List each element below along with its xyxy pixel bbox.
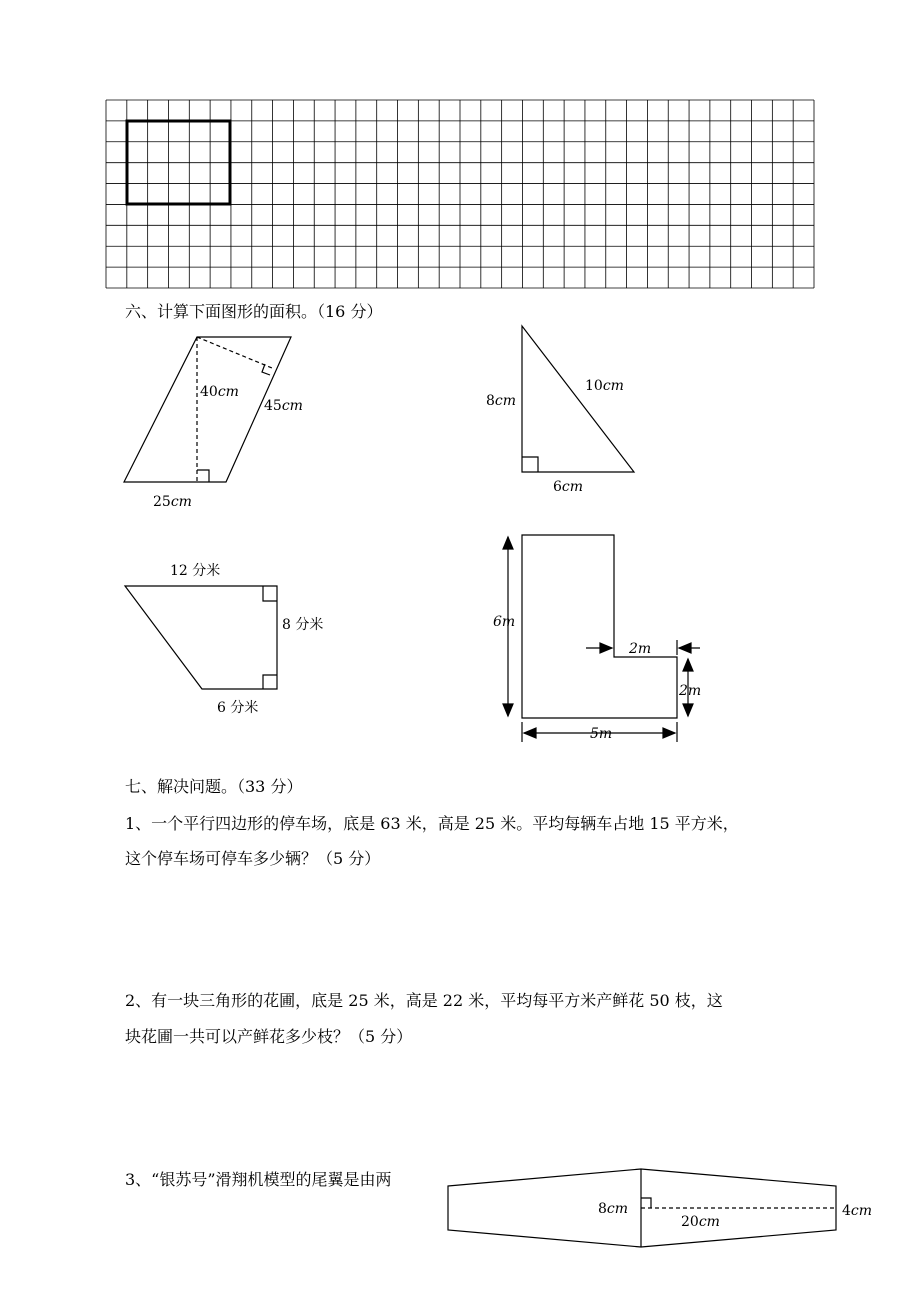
parallelogram-side-label: 45cm <box>264 398 303 414</box>
section6-title: 六、计算下面图形的面积。（16 分） <box>125 302 383 321</box>
l-shape-figure <box>503 535 700 742</box>
triangle-figure <box>522 326 634 472</box>
tail-half-length-label: 20cm <box>681 1214 720 1230</box>
tail-wing-figure <box>448 1169 836 1247</box>
tail-end-label: 4cm <box>842 1203 873 1219</box>
question-1-line-2: 这个停车场可停车多少辆？（5 分） <box>125 849 381 868</box>
grid-paper <box>106 100 814 288</box>
parallelogram-base-label: 25cm <box>153 494 192 510</box>
lshape-base-label: 5m <box>590 726 613 742</box>
parallelogram-height-label: 40cm <box>200 384 239 400</box>
triangle-leg-b-label: 6cm <box>553 479 584 495</box>
triangle-hypotenuse-label: 10cm <box>585 378 624 394</box>
tail-height-label: 8cm <box>598 1201 629 1217</box>
trapezoid-top-label: 12 分米 <box>170 563 221 579</box>
trapezoid-figure <box>125 586 277 689</box>
question-1-line-1: 1、一个平行四边形的停车场，底是 63 米，高是 25 米。平均每辆车占地 15 平方米， <box>125 814 739 833</box>
trapezoid-bottom-label: 6 分米 <box>217 700 259 716</box>
lshape-height-label: 6m <box>493 614 516 630</box>
question-2-line-1: 2、有一块三角形的花圃，底是 25 米，高是 22 米，平均每平方米产鲜花 50 枝，这 <box>125 991 723 1010</box>
triangle-leg-a-label: 8cm <box>486 393 517 409</box>
question-2-line-2: 块花圃一共可以产鲜花多少枝？（5 分） <box>125 1027 413 1046</box>
question-3-line-1: 3、“银苏号”滑翔机模型的尾翼是由两 <box>125 1170 392 1189</box>
lshape-notch-height-label: 2m <box>679 683 702 699</box>
lshape-notch-width-label: 2m <box>629 641 652 657</box>
trapezoid-height-label: 8 分米 <box>282 617 324 633</box>
section7-title: 七、解决问题。（33 分） <box>125 777 303 796</box>
